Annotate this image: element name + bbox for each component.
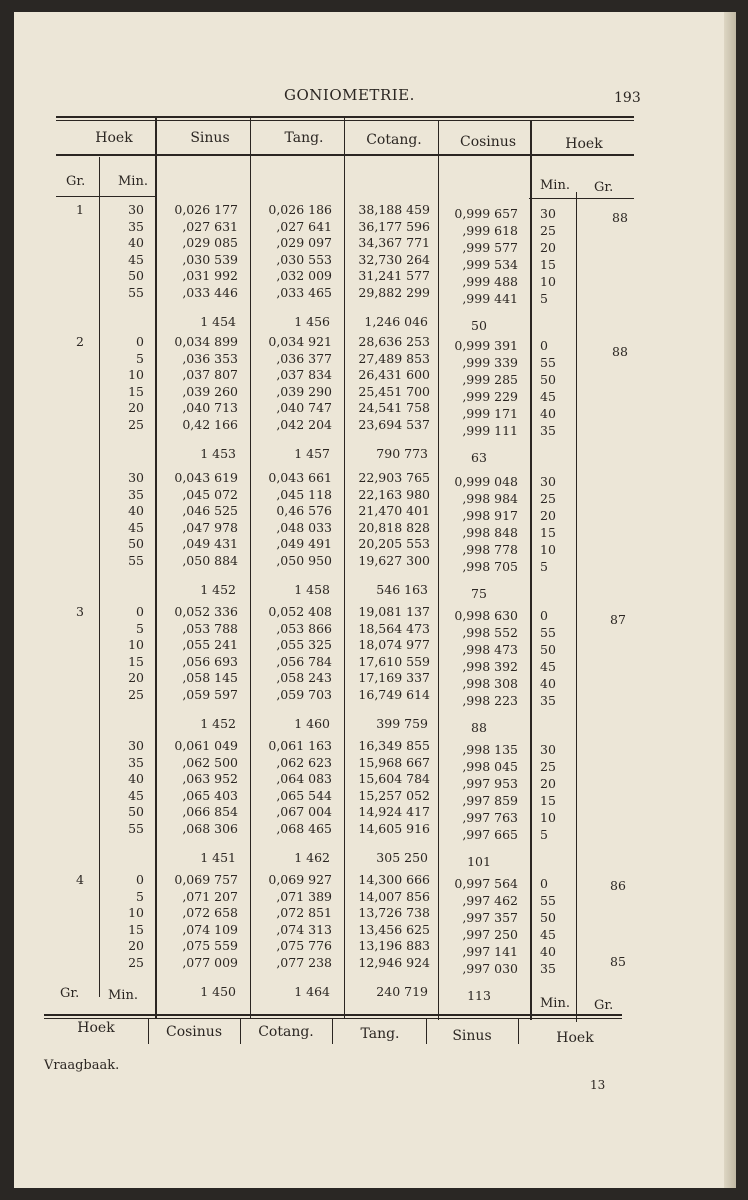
sinus-value: ,059 597 (182, 687, 238, 702)
minute-left: 5 (136, 888, 144, 904)
tangent-value: ,055 325 (276, 637, 332, 653)
minute-right: 10 (540, 542, 556, 557)
cosinus-value: ,998 778 (462, 542, 518, 557)
vsep-cos-min (530, 120, 532, 1020)
minute-right: 30 (540, 206, 556, 221)
cosinus-value: ,999 441 (462, 291, 518, 306)
page-title: GONIOMETRIE. (284, 86, 415, 104)
footer-cosinus: Cosinus (165, 1024, 223, 1040)
minute-left: 10 (128, 905, 144, 921)
vsep-gr-min (99, 157, 100, 997)
minute-left: 25 (128, 955, 144, 970)
sinus-value: ,029 085 (182, 235, 238, 251)
sinus-value: ,050 884 (182, 553, 238, 568)
cosinus-value: ,999 171 (462, 406, 518, 421)
minute-right: 15 (540, 257, 556, 272)
degree-right: 88 (612, 210, 628, 225)
minute-right: 55 (540, 355, 556, 370)
tangent-value: ,059 703 (276, 687, 332, 702)
tangent-value: ,074 313 (276, 921, 332, 937)
minute-left: 45 (128, 251, 144, 267)
cotangent-value: 21,470 401 (358, 503, 430, 519)
cotangent-difference: 1,246 046 (364, 314, 428, 329)
degree-right: 87 (610, 612, 626, 627)
tangent-value: ,039 290 (276, 383, 332, 399)
cosinus-value: 0,999 391 (454, 338, 518, 353)
footer-gr-right: Gr. (594, 998, 614, 1013)
cosinus-difference: 101 (467, 854, 491, 869)
vsep-min-sinus (155, 118, 157, 1018)
tangent-value: ,042 204 (276, 417, 332, 432)
sinus-value: ,072 658 (182, 905, 238, 921)
minute-right: 0 (540, 876, 548, 891)
tangent-value: ,067 004 (276, 804, 332, 820)
minute-right: 25 (540, 223, 556, 238)
cosinus-value: 0,998 630 (454, 608, 518, 623)
minute-right: 40 (540, 944, 556, 959)
minute-right: 5 (540, 291, 548, 306)
tangent-value: ,075 776 (276, 938, 332, 954)
tangent-value: ,053 866 (276, 620, 332, 636)
minute-left: 15 (128, 653, 144, 669)
cosinus-value: ,999 229 (462, 389, 518, 404)
minute-right: 40 (540, 406, 556, 421)
sinus-value: ,055 241 (182, 637, 238, 653)
cotangent-value: 15,604 784 (358, 771, 430, 787)
cotangent-value: 23,694 537 (358, 417, 430, 432)
cotangent-value: 14,007 856 (358, 888, 430, 904)
minute-left: 50 (128, 804, 144, 820)
cotangent-value: 14,924 417 (358, 804, 430, 820)
cotangent-value: 13,196 883 (358, 938, 430, 954)
cotangent-value: 22,903 765 (358, 470, 430, 485)
sinus-value: ,031 992 (182, 268, 238, 284)
tangent-value: ,045 118 (276, 486, 332, 502)
cotangent-value: 17,169 337 (358, 670, 430, 686)
header-cotang: Cotang. (366, 132, 422, 148)
cosinus-value: ,998 045 (462, 759, 518, 774)
tangent-value: 0,46 576 (276, 503, 332, 519)
sinus-value: ,045 072 (182, 486, 238, 502)
sinus-value: 0,061 049 (174, 738, 238, 753)
tangent-value: ,036 377 (276, 350, 332, 366)
cosinus-value: ,998 552 (462, 625, 518, 640)
subheader-gr-right: Gr. (594, 180, 614, 195)
cosinus-value: ,998 223 (462, 693, 518, 708)
footer-min-left: Min. (108, 988, 138, 1003)
vsep-foot-2 (240, 1018, 241, 1044)
tangent-difference: 1 462 (294, 850, 330, 865)
cosinus-value: ,997 250 (462, 927, 518, 942)
sinus-value: ,056 693 (182, 653, 238, 669)
tangent-difference: 1 464 (294, 984, 330, 999)
header-sinus: Sinus (190, 130, 230, 146)
subheader-gr-left: Gr. (66, 174, 86, 189)
vsep-sinus-tang (250, 118, 251, 1018)
cotangent-value: 26,431 600 (358, 367, 430, 383)
tangent-value: ,029 097 (276, 235, 332, 251)
sinus-value: ,036 353 (182, 350, 238, 366)
cotangent-difference: 399 759 (376, 716, 428, 731)
minute-left: 40 (128, 503, 144, 519)
minute-left: 55 (128, 553, 144, 568)
cotangent-value: 29,882 299 (358, 285, 430, 300)
tangent-value: 0,069 927 (268, 872, 332, 887)
cosinus-value: ,999 618 (462, 223, 518, 238)
cotangent-difference: 240 719 (376, 984, 428, 999)
minute-left: 25 (128, 417, 144, 432)
sinus-difference: 1 451 (200, 850, 236, 865)
minute-left: 40 (128, 235, 144, 251)
minute-right: 35 (540, 693, 556, 708)
footer-sinus: Sinus (452, 1028, 492, 1044)
sinus-value: ,037 807 (182, 367, 238, 383)
sinus-value: ,066 854 (182, 804, 238, 820)
tangent-value: ,037 834 (276, 367, 332, 383)
tangent-value: ,050 950 (276, 553, 332, 568)
sinus-difference: 1 450 (200, 984, 236, 999)
cosinus-value: 0,999 657 (454, 206, 518, 221)
degree-left: 1 (76, 202, 84, 217)
subheader-min-right: Min. (540, 178, 570, 193)
cosinus-value: ,997 462 (462, 893, 518, 908)
cotangent-value: 28,636 253 (358, 334, 430, 349)
cotangent-value: 20,205 553 (358, 536, 430, 552)
sinus-value: ,074 109 (182, 921, 238, 937)
cosinus-difference: 63 (471, 450, 487, 465)
cosinus-value: ,999 111 (462, 423, 518, 438)
minute-left: 35 (128, 486, 144, 502)
vsep-tang-cotang (344, 118, 345, 1018)
sinus-value: ,047 978 (182, 519, 238, 535)
minute-left: 0 (136, 604, 144, 619)
tangent-value: 0,052 408 (268, 604, 332, 619)
footer-tang: Tang. (360, 1026, 400, 1042)
vsep-foot-1 (148, 1018, 149, 1044)
cosinus-value: ,997 665 (462, 827, 518, 842)
cotangent-value: 13,456 625 (358, 921, 430, 937)
minute-left: 55 (128, 821, 144, 836)
cotangent-value: 34,367 771 (358, 235, 430, 251)
tangent-value: ,030 553 (276, 251, 332, 267)
cosinus-difference: 50 (471, 318, 487, 333)
tangent-value: ,049 491 (276, 536, 332, 552)
cosinus-difference: 75 (471, 586, 487, 601)
minute-right: 50 (540, 910, 556, 925)
cotangent-difference: 790 773 (376, 446, 428, 461)
degree-right: 88 (612, 344, 628, 359)
sinus-value: ,027 631 (182, 218, 238, 234)
sinus-value: 0,42 166 (182, 417, 238, 432)
book-title-footer: Vraagbaak. (44, 1058, 120, 1073)
sinus-value: 0,026 177 (174, 202, 238, 217)
sinus-value: ,071 207 (182, 888, 238, 904)
cotangent-difference: 546 163 (376, 582, 428, 597)
tangent-value: 0,043 661 (268, 470, 332, 485)
cosinus-value: ,999 534 (462, 257, 518, 272)
cosinus-value: ,998 392 (462, 659, 518, 674)
cosinus-value: ,997 953 (462, 776, 518, 791)
cosinus-value: ,997 141 (462, 944, 518, 959)
bottom-rule-thin (44, 1018, 622, 1019)
page-number: 193 (614, 90, 641, 106)
sinus-value: ,046 525 (182, 503, 238, 519)
cosinus-value: ,998 473 (462, 642, 518, 657)
cotangent-value: 19,081 137 (358, 604, 430, 619)
minute-right: 10 (540, 810, 556, 825)
top-rule (56, 116, 634, 118)
sinus-value: ,058 145 (182, 670, 238, 686)
cosinus-value: ,999 285 (462, 372, 518, 387)
tangent-value: ,056 784 (276, 653, 332, 669)
sinus-value: ,065 403 (182, 787, 238, 803)
page-edge (724, 12, 736, 1188)
minute-right: 45 (540, 927, 556, 942)
subheader-rule-left (56, 196, 156, 197)
cotangent-value: 22,163 980 (358, 486, 430, 502)
tangent-value: ,048 033 (276, 519, 332, 535)
cotangent-value: 18,074 977 (358, 637, 430, 653)
minute-left: 30 (128, 738, 144, 753)
vsep-cotang-cos (438, 120, 439, 1020)
cotangent-value: 19,627 300 (358, 553, 430, 568)
header-cosinus: Cosinus (459, 134, 517, 150)
minute-left: 25 (128, 687, 144, 702)
footer-hoek-left: Hoek (77, 1020, 115, 1036)
minute-right: 15 (540, 525, 556, 540)
minute-left: 5 (136, 620, 144, 636)
minute-right: 45 (540, 389, 556, 404)
minute-right: 15 (540, 793, 556, 808)
cosinus-value: ,999 577 (462, 240, 518, 255)
minute-right: 5 (540, 827, 548, 842)
cotangent-difference: 305 250 (376, 850, 428, 865)
cosinus-value: ,997 357 (462, 910, 518, 925)
cotangent-value: 25,451 700 (358, 383, 430, 399)
tangent-value: ,027 641 (276, 218, 332, 234)
subheader-min-left: Min. (118, 174, 148, 189)
vsep-foot-5 (518, 1018, 519, 1044)
minute-left: 30 (128, 202, 144, 217)
minute-right: 50 (540, 372, 556, 387)
minute-left: 30 (128, 470, 144, 485)
tangent-difference: 1 456 (294, 314, 330, 329)
minute-left: 45 (128, 787, 144, 803)
signature-number: 13 (590, 1078, 606, 1092)
footer-min-right: Min. (540, 996, 570, 1011)
sinus-value: ,039 260 (182, 383, 238, 399)
sinus-difference: 1 452 (200, 716, 236, 731)
subheader-rule-right (529, 198, 634, 199)
cosinus-value: 0,997 564 (454, 876, 518, 891)
minute-right: 30 (540, 474, 556, 489)
minute-right: 35 (540, 423, 556, 438)
sinus-value: 0,043 619 (174, 470, 238, 485)
cotangent-value: 13,726 738 (358, 905, 430, 921)
cotangent-value: 20,818 828 (358, 519, 430, 535)
tangent-value: ,077 238 (276, 955, 332, 970)
sinus-value: ,053 788 (182, 620, 238, 636)
cosinus-value: ,998 984 (462, 491, 518, 506)
cosinus-value: ,999 488 (462, 274, 518, 289)
minute-left: 20 (128, 400, 144, 416)
sinus-value: ,063 952 (182, 771, 238, 787)
sinus-value: ,049 431 (182, 536, 238, 552)
tangent-value: ,032 009 (276, 268, 332, 284)
cotangent-value: 15,968 667 (358, 754, 430, 770)
cotangent-value: 38,188 459 (358, 202, 430, 217)
minute-right: 55 (540, 893, 556, 908)
tangent-value: ,040 747 (276, 400, 332, 416)
degree-left: 4 (76, 872, 84, 887)
cotangent-value: 16,349 855 (358, 738, 430, 753)
top-rule-thin (56, 120, 634, 121)
cotangent-value: 15,257 052 (358, 787, 430, 803)
minute-left: 10 (128, 367, 144, 383)
minute-left: 15 (128, 383, 144, 399)
book-page (14, 12, 736, 1188)
cotangent-value: 27,489 853 (358, 350, 430, 366)
sinus-value: 0,069 757 (174, 872, 238, 887)
cotangent-value: 17,610 559 (358, 653, 430, 669)
minute-left: 10 (128, 637, 144, 653)
cotangent-value: 18,564 473 (358, 620, 430, 636)
minute-left: 15 (128, 921, 144, 937)
degree-right: 86 (610, 878, 626, 893)
cotangent-value: 14,300 666 (358, 872, 430, 887)
tangent-value: ,058 243 (276, 670, 332, 686)
sinus-value: 0,034 899 (174, 334, 238, 349)
cosinus-difference: 113 (467, 988, 491, 1003)
cotangent-value: 12,946 924 (358, 955, 430, 970)
cosinus-value: ,997 030 (462, 961, 518, 976)
footer-cotang: Cotang. (258, 1024, 314, 1040)
sinus-value: 0,052 336 (174, 604, 238, 619)
sinus-value: ,077 009 (182, 955, 238, 970)
cosinus-value: 0,999 048 (454, 474, 518, 489)
cosinus-value: ,998 135 (462, 742, 518, 757)
cosinus-value: ,998 917 (462, 508, 518, 523)
tangent-value: ,062 623 (276, 754, 332, 770)
minute-right: 25 (540, 491, 556, 506)
degree-right: 85 (610, 954, 626, 969)
tangent-value: ,071 389 (276, 888, 332, 904)
minute-right: 10 (540, 274, 556, 289)
sinus-value: ,075 559 (182, 938, 238, 954)
minute-left: 45 (128, 519, 144, 535)
cosinus-difference: 88 (471, 720, 487, 735)
cosinus-value: ,998 848 (462, 525, 518, 540)
header-rule (56, 154, 634, 156)
minute-left: 5 (136, 350, 144, 366)
cosinus-value: ,997 763 (462, 810, 518, 825)
minute-right: 30 (540, 742, 556, 757)
cosinus-value: ,998 308 (462, 676, 518, 691)
tangent-value: 0,026 186 (268, 202, 332, 217)
minute-right: 0 (540, 338, 548, 353)
minute-right: 25 (540, 759, 556, 774)
vsep-min-gr (576, 192, 577, 1022)
cotangent-value: 36,177 596 (358, 218, 430, 234)
header-hoek-left: Hoek (95, 130, 133, 146)
minute-left: 20 (128, 938, 144, 954)
tangent-difference: 1 457 (294, 446, 330, 461)
minute-right: 50 (540, 642, 556, 657)
minute-left: 50 (128, 536, 144, 552)
minute-left: 50 (128, 268, 144, 284)
sinus-value: ,033 446 (182, 285, 238, 300)
sinus-value: ,040 713 (182, 400, 238, 416)
sinus-difference: 1 452 (200, 582, 236, 597)
cotangent-value: 24,541 758 (358, 400, 430, 416)
tangent-value: ,065 544 (276, 787, 332, 803)
cosinus-value: ,997 859 (462, 793, 518, 808)
minute-left: 0 (136, 872, 144, 887)
bottom-rule (44, 1014, 622, 1016)
cosinus-value: ,999 339 (462, 355, 518, 370)
vsep-foot-4 (426, 1018, 427, 1044)
tangent-value: ,072 851 (276, 905, 332, 921)
cotangent-value: 14,605 916 (358, 821, 430, 836)
minute-right: 20 (540, 240, 556, 255)
minute-right: 20 (540, 776, 556, 791)
minute-right: 45 (540, 659, 556, 674)
minute-left: 40 (128, 771, 144, 787)
minute-right: 55 (540, 625, 556, 640)
minute-right: 35 (540, 961, 556, 976)
tangent-difference: 1 458 (294, 582, 330, 597)
tangent-value: ,064 083 (276, 771, 332, 787)
minute-left: 35 (128, 754, 144, 770)
sinus-value: ,030 539 (182, 251, 238, 267)
sinus-value: ,062 500 (182, 754, 238, 770)
header-tang: Tang. (284, 130, 324, 146)
cotangent-value: 31,241 577 (358, 268, 430, 284)
degree-left: 2 (76, 334, 84, 349)
tangent-value: 0,061 163 (268, 738, 332, 753)
header-hoek-right: Hoek (565, 136, 603, 152)
tangent-value: ,068 465 (276, 821, 332, 836)
vsep-foot-3 (332, 1018, 333, 1044)
cotangent-value: 16,749 614 (358, 687, 430, 702)
minute-left: 0 (136, 334, 144, 349)
sinus-value: ,068 306 (182, 821, 238, 836)
cotangent-value: 32,730 264 (358, 251, 430, 267)
minute-left: 55 (128, 285, 144, 300)
minute-left: 20 (128, 670, 144, 686)
footer-gr-left: Gr. (60, 986, 80, 1001)
cosinus-value: ,998 705 (462, 559, 518, 574)
sinus-difference: 1 454 (200, 314, 236, 329)
footer-hoek-right: Hoek (556, 1030, 594, 1046)
minute-right: 40 (540, 676, 556, 691)
tangent-difference: 1 460 (294, 716, 330, 731)
tangent-value: 0,034 921 (268, 334, 332, 349)
degree-left: 3 (76, 604, 84, 619)
minute-left: 35 (128, 218, 144, 234)
minute-right: 5 (540, 559, 548, 574)
tangent-value: ,033 465 (276, 285, 332, 300)
minute-right: 0 (540, 608, 548, 623)
sinus-difference: 1 453 (200, 446, 236, 461)
minute-right: 20 (540, 508, 556, 523)
